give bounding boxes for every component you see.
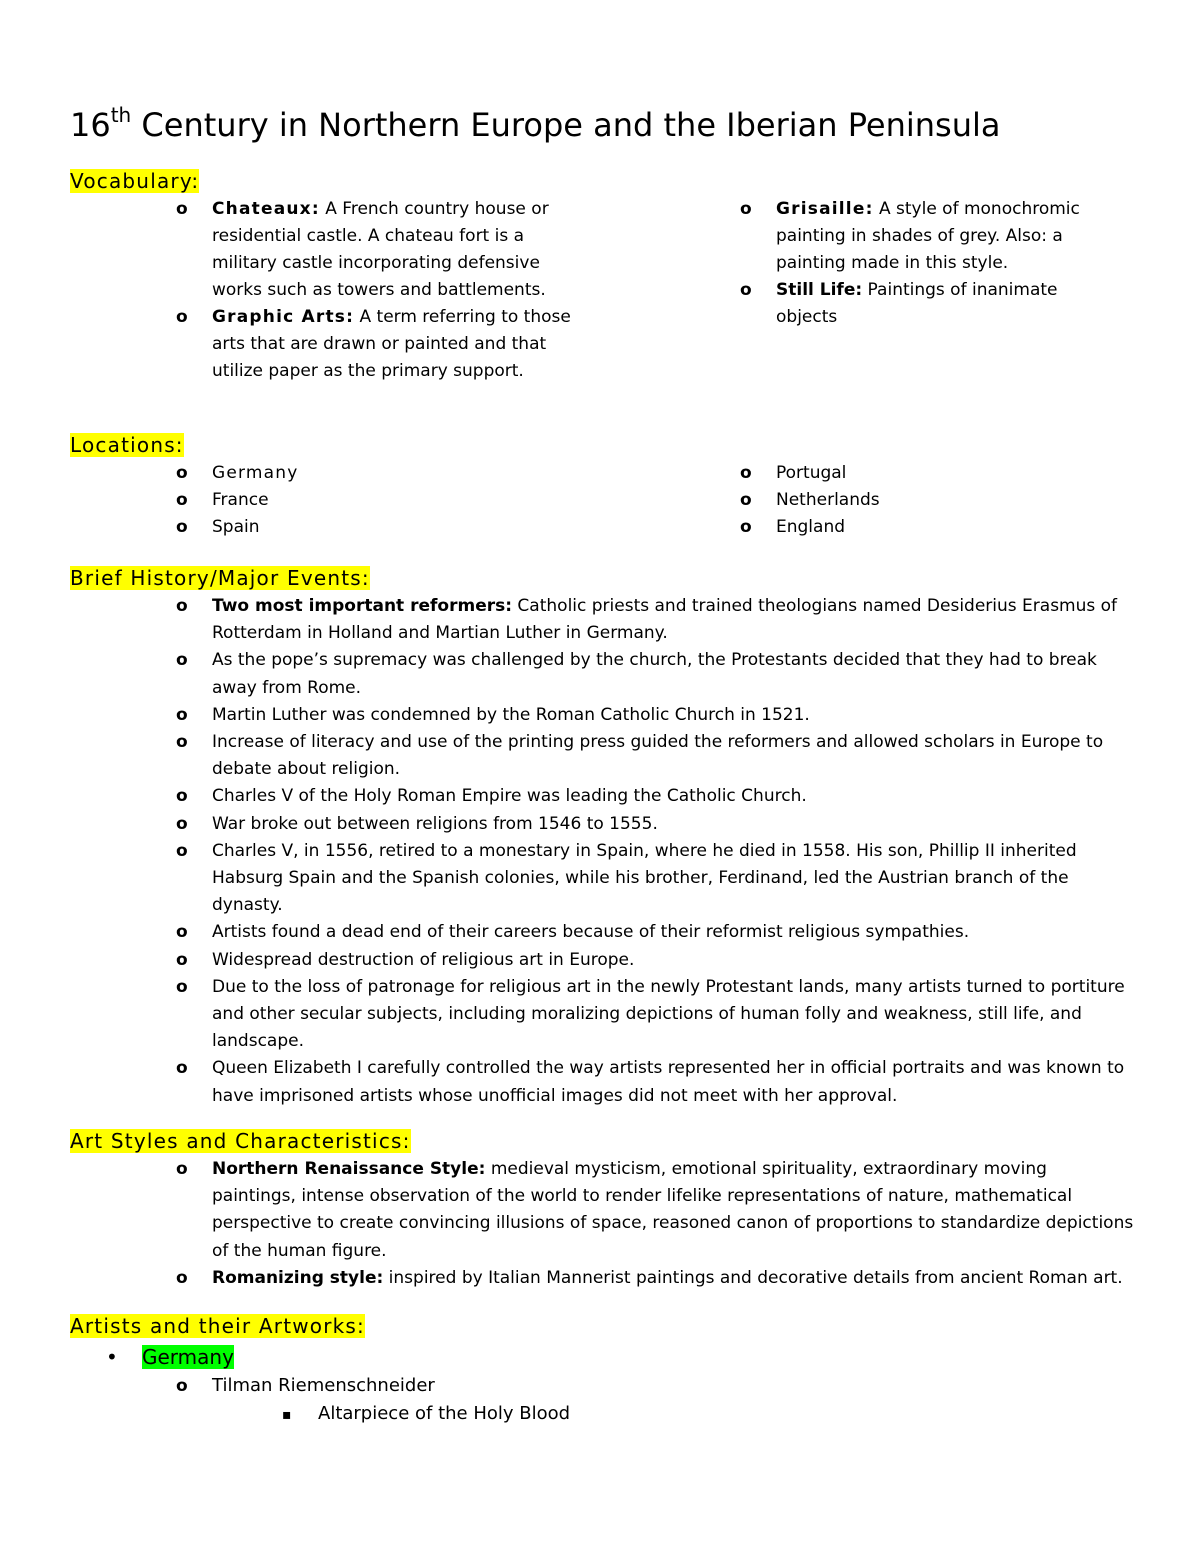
history-item-lead: Two most important reformers: <box>212 596 513 616</box>
list-marker: o <box>176 1159 188 1179</box>
list-marker: o <box>176 1267 188 1288</box>
vocab-item <box>740 196 1120 277</box>
vocab-term: Graphic Arts: <box>212 307 355 327</box>
location-name: Portugal <box>776 463 847 483</box>
list-marker: o <box>740 199 752 219</box>
styles-heading-text: Art Styles and Characteristics: <box>70 1129 411 1153</box>
location-item <box>740 487 1120 514</box>
vocab-term: Chateaux: <box>212 199 320 219</box>
list-marker: o <box>176 463 188 483</box>
history-item <box>176 974 1136 1056</box>
history-heading <box>70 565 370 591</box>
history-item <box>176 729 1136 783</box>
list-marker: o <box>176 307 188 327</box>
style-item <box>176 1156 1136 1265</box>
history-item-text: Queen Elizabeth I carefully controlled the way artists represented her in official portraits and was known to have imprisoned artists whose unofficial images did not meet with her approval. <box>212 1058 1125 1106</box>
artists-country: Germany <box>142 1345 234 1369</box>
history-item-text: Increase of literacy and use of the printing press guided the reformers and allowed scholars in Europe to debate about religion. <box>212 732 1104 780</box>
vocabulary-heading-text: Vocabulary: <box>70 169 200 193</box>
list-marker: o <box>176 786 188 807</box>
location-item <box>740 514 1120 541</box>
location-item <box>740 460 1120 487</box>
list-marker: o <box>176 490 188 510</box>
list-marker: o <box>176 596 188 616</box>
square-marker: ▪ <box>282 1407 292 1423</box>
locations-heading-text: Locations: <box>70 433 184 457</box>
list-marker: o <box>740 490 752 510</box>
styles-list <box>176 1156 1136 1292</box>
title-prefix: 16 <box>70 106 111 144</box>
locations-heading <box>70 432 184 458</box>
history-item-text: Catholic priests and trained theologians named Desiderius Erasmus of Rotterdam in Holland and Martian Luther in Germany. <box>212 596 1118 644</box>
location-item <box>176 460 576 487</box>
history-list <box>176 593 1136 1110</box>
location-name: Germany <box>212 463 299 483</box>
list-marker: o <box>176 840 188 861</box>
history-item <box>176 811 1136 838</box>
history-item <box>176 947 1136 974</box>
style-item-lead: Northern Renaissance Style: <box>212 1159 486 1179</box>
history-item-text: As the pope’s supremacy was challenged by the church, the Protestants decided that they had to break away from Rome. <box>212 650 1097 698</box>
vocab-definition: A style of monochromic painting in shades of grey. Also: a painting made in this style. <box>776 199 1080 273</box>
list-marker: o <box>740 280 752 300</box>
location-name: France <box>212 490 269 510</box>
history-item-text: Widespread destruction of religious art in Europe. <box>212 949 635 970</box>
artwork-title: Altarpiece of the Holy Blood <box>318 1403 571 1424</box>
list-marker: o <box>740 463 752 483</box>
vocab-item <box>176 304 586 385</box>
list-marker: o <box>176 1376 188 1396</box>
artists-work-row <box>282 1400 570 1429</box>
list-marker: o <box>176 650 188 671</box>
history-item-text: Charles V, in 1556, retired to a monestary in Spain, where he died in 1558. His son, Phillip II inherited Habsurg Spain and the Spanish colonies, while his brother, Ferdinand, led the Austrian branch of the dynasty. <box>212 840 1077 916</box>
history-item <box>176 702 1136 729</box>
vocab-definition: Paintings of inanimate objects <box>776 280 1058 327</box>
list-marker: o <box>176 704 188 725</box>
vocabulary-right-list <box>740 196 1120 331</box>
styles-heading <box>70 1128 411 1154</box>
location-item <box>176 487 576 514</box>
vocabulary-left-list <box>176 196 586 385</box>
history-item-text: Martin Luther was condemned by the Roman Catholic Church in 1521. <box>212 704 810 725</box>
history-item <box>176 783 1136 810</box>
history-item <box>176 838 1136 920</box>
history-item <box>176 1055 1136 1109</box>
vocab-term: Still Life: <box>776 280 863 300</box>
locations-right-list <box>740 460 1120 541</box>
list-marker: o <box>176 1058 188 1079</box>
list-marker: o <box>176 813 188 834</box>
artists-artist-row <box>176 1372 435 1400</box>
list-marker: o <box>176 199 188 219</box>
vocabulary-heading <box>70 168 199 194</box>
artists-heading-text: Artists and their Artworks: <box>70 1314 365 1338</box>
location-name: England <box>776 517 846 537</box>
location-name: Netherlands <box>776 490 880 510</box>
history-item <box>176 647 1136 701</box>
list-marker: o <box>176 949 188 970</box>
artist-name: Tilman Riemenschneider <box>212 1375 435 1396</box>
list-marker: o <box>740 517 752 537</box>
history-item-text: Artists found a dead end of their careers because of their reformist religious sympathies. <box>212 922 970 943</box>
history-item <box>176 919 1136 946</box>
page-title <box>70 100 1000 150</box>
history-item-text: War broke out between religions from 1546 to 1555. <box>212 813 658 834</box>
title-rest: Century in Northern Europe and the Iberian Peninsula <box>131 106 1001 144</box>
history-heading-text: Brief History/Major Events: <box>70 566 370 590</box>
style-item-lead: Romanizing style: <box>212 1267 384 1288</box>
title-superscript: th <box>110 103 132 127</box>
locations-left-list <box>176 460 576 541</box>
location-item <box>176 514 576 541</box>
vocab-term: Grisaille: <box>776 199 874 219</box>
list-marker: o <box>176 732 188 753</box>
style-item-text: medieval mysticism, emotional spirituality, extraordinary moving paintings, intense observation of the world to render lifelike representations of nature, mathematical perspective to create convincing illusions of space, reasoned canon of proportions to standardize depictions of the human figure. <box>212 1159 1134 1261</box>
vocab-item <box>740 277 1120 331</box>
vocab-definition: A term referring to those arts that are drawn or painted and that utilize paper as the primary support. <box>212 307 571 381</box>
history-item-text: Due to the loss of patronage for religious art in the newly Protestant lands, many artists turned to portiture and other secular subjects, including moralizing depictions of human folly and weakness, still life, and landscape. <box>212 976 1125 1052</box>
artists-country-row <box>106 1343 234 1371</box>
list-marker: o <box>176 976 188 997</box>
vocab-definition: A French country house or residential castle. A chateau fort is a military castle incorporating defensive works such as towers and battlements. <box>212 199 549 300</box>
history-item-text: Charles V of the Holy Roman Empire was leading the Catholic Church. <box>212 786 807 807</box>
history-item <box>176 593 1136 647</box>
list-marker: o <box>176 922 188 943</box>
list-marker: o <box>176 517 188 537</box>
style-item <box>176 1265 1136 1292</box>
artists-heading <box>70 1313 365 1339</box>
vocab-item <box>176 196 586 304</box>
style-item-text: inspired by Italian Mannerist paintings and decorative details from ancient Roman art. <box>383 1267 1123 1288</box>
bullet-marker: • <box>106 1345 118 1369</box>
location-name: Spain <box>212 517 260 537</box>
